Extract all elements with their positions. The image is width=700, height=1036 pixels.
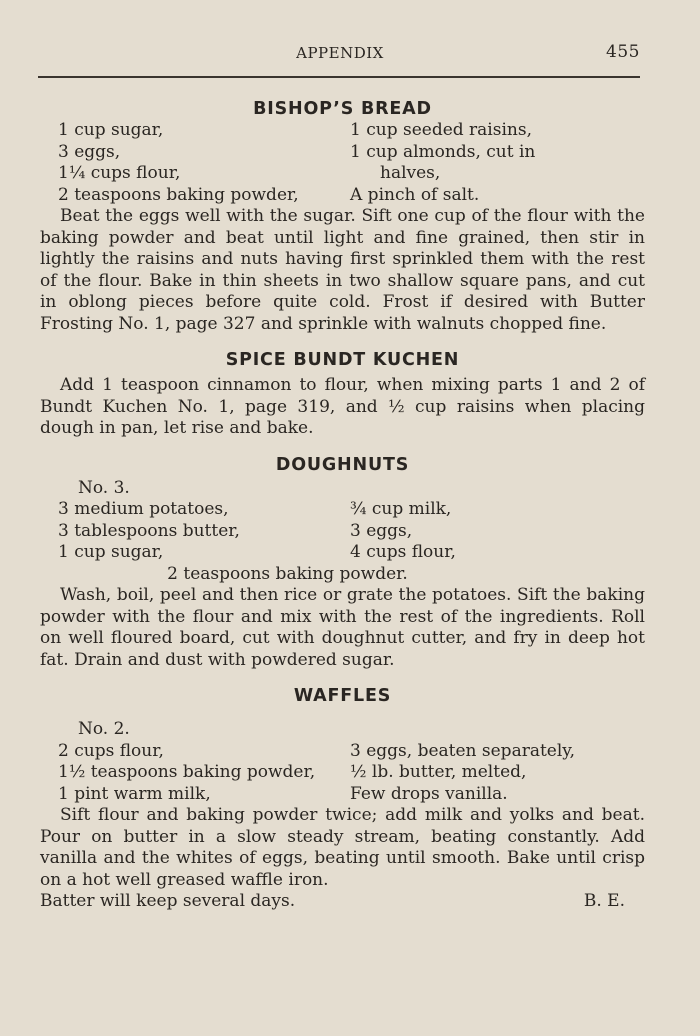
ingredient-list bbox=[40, 120, 645, 206]
ingredient: 4 cups flour, bbox=[350, 542, 456, 562]
ingredient: 2 teaspoons baking powder. bbox=[167, 563, 408, 584]
recipe-title: DOUGHNUTS bbox=[275, 454, 410, 475]
ingredient-column-left bbox=[40, 741, 350, 806]
ingredient-column-right bbox=[350, 120, 645, 206]
ingredient: 1 cup almonds, cut in bbox=[350, 141, 536, 162]
ingredient: 1½ teaspoons baking powder, bbox=[58, 762, 316, 782]
recipe-directions: Sift flour and baking powder twice; add milk and yolks and beat. Pour on butter in a slow steady stream, beating constantly. Add vanilla and the whites of eggs, beating until smooth. Bake until crisp on a hot well greased waffle iron. bbox=[40, 805, 645, 890]
ingredient: 1 pint warm milk, bbox=[58, 783, 211, 804]
ingredient: A pinch of salt. bbox=[350, 184, 480, 205]
recipe-bishops-bread bbox=[40, 98, 645, 335]
recipe-title: WAFFLES bbox=[293, 686, 392, 706]
page-number: 455 bbox=[606, 42, 640, 62]
ingredient: 1 cup sugar, bbox=[58, 542, 164, 562]
recipe-directions: Wash, boil, peel and then rice or grate the potatoes. Sift the baking powder with the flour and mix with the rest of the ingredients. Roll on well floured board, cut with doughnut cutter, and fry in deep hot fat. Drain and dust with powdered sugar. bbox=[40, 585, 645, 670]
ingredient: 3 eggs, bbox=[350, 520, 413, 541]
recipe-directions: Add 1 teaspoon cinnamon to flour, when mixing parts 1 and 2 of Bundt Kuchen No. 1, page 319, and ½ cup raisins when placing dough in pan, let rise and bake. bbox=[40, 375, 645, 438]
ingredient: 2 teaspoons baking powder, bbox=[58, 184, 299, 205]
recipe-directions: Beat the eggs well with the sugar. Sift one cup of the flour with the baking powder and beat until light and fine grained, then stir in lightly the raisins and nuts having first sprinkled them with the rest of the flour. Bake in thin sheets in two shallow square pans, and cut in oblong pieces before quite cold. Frost if desired with Butter Frosting No. 1, page 327 and sprinkle with walnuts chopped fine. bbox=[40, 206, 645, 334]
author-initials: B. E. bbox=[583, 891, 625, 911]
recipe-title: BISHOP’S BREAD bbox=[253, 99, 432, 119]
ingredient: 2 cups flour, bbox=[58, 740, 164, 761]
recipe-title: SPICE BUNDT KUCHEN bbox=[225, 350, 460, 370]
recipe-doughnuts bbox=[40, 454, 645, 672]
ingredient-column-left bbox=[40, 120, 350, 206]
page-content bbox=[40, 98, 645, 913]
running-title: APPENDIX bbox=[296, 44, 384, 62]
ingredient-column-right bbox=[350, 499, 645, 564]
ingredient: ½ lb. butter, melted, bbox=[350, 762, 527, 782]
ingredient: ¾ cup milk, bbox=[350, 499, 452, 519]
ingredient-column-right bbox=[350, 741, 645, 806]
ingredient: 1¼ cups flour, bbox=[58, 163, 181, 183]
ingredient: 1 cup sugar, bbox=[58, 120, 164, 140]
ingredient: 3 eggs, bbox=[58, 141, 121, 162]
ingredient: 3 tablespoons butter, bbox=[58, 520, 240, 541]
recipe-number: No. 2. bbox=[78, 719, 130, 739]
ingredient-column-left bbox=[40, 499, 350, 564]
directions-last-line bbox=[40, 891, 645, 913]
ingredient: Few drops vanilla. bbox=[350, 783, 508, 804]
ingredient: 3 eggs, beaten separately, bbox=[350, 740, 576, 761]
recipe-number: No. 3. bbox=[78, 477, 130, 498]
recipe-waffles bbox=[40, 685, 645, 913]
header-rule bbox=[38, 76, 640, 78]
recipe-spice-bundt-kuchen bbox=[40, 349, 645, 440]
ingredient-list bbox=[40, 741, 645, 806]
ingredient-list bbox=[40, 499, 645, 564]
recipe-directions-end: Batter will keep several days. bbox=[40, 891, 296, 911]
ingredient-continuation: halves, bbox=[380, 163, 441, 183]
ingredient: 3 medium potatoes, bbox=[58, 499, 229, 519]
ingredient: 1 cup seeded raisins, bbox=[350, 120, 532, 140]
